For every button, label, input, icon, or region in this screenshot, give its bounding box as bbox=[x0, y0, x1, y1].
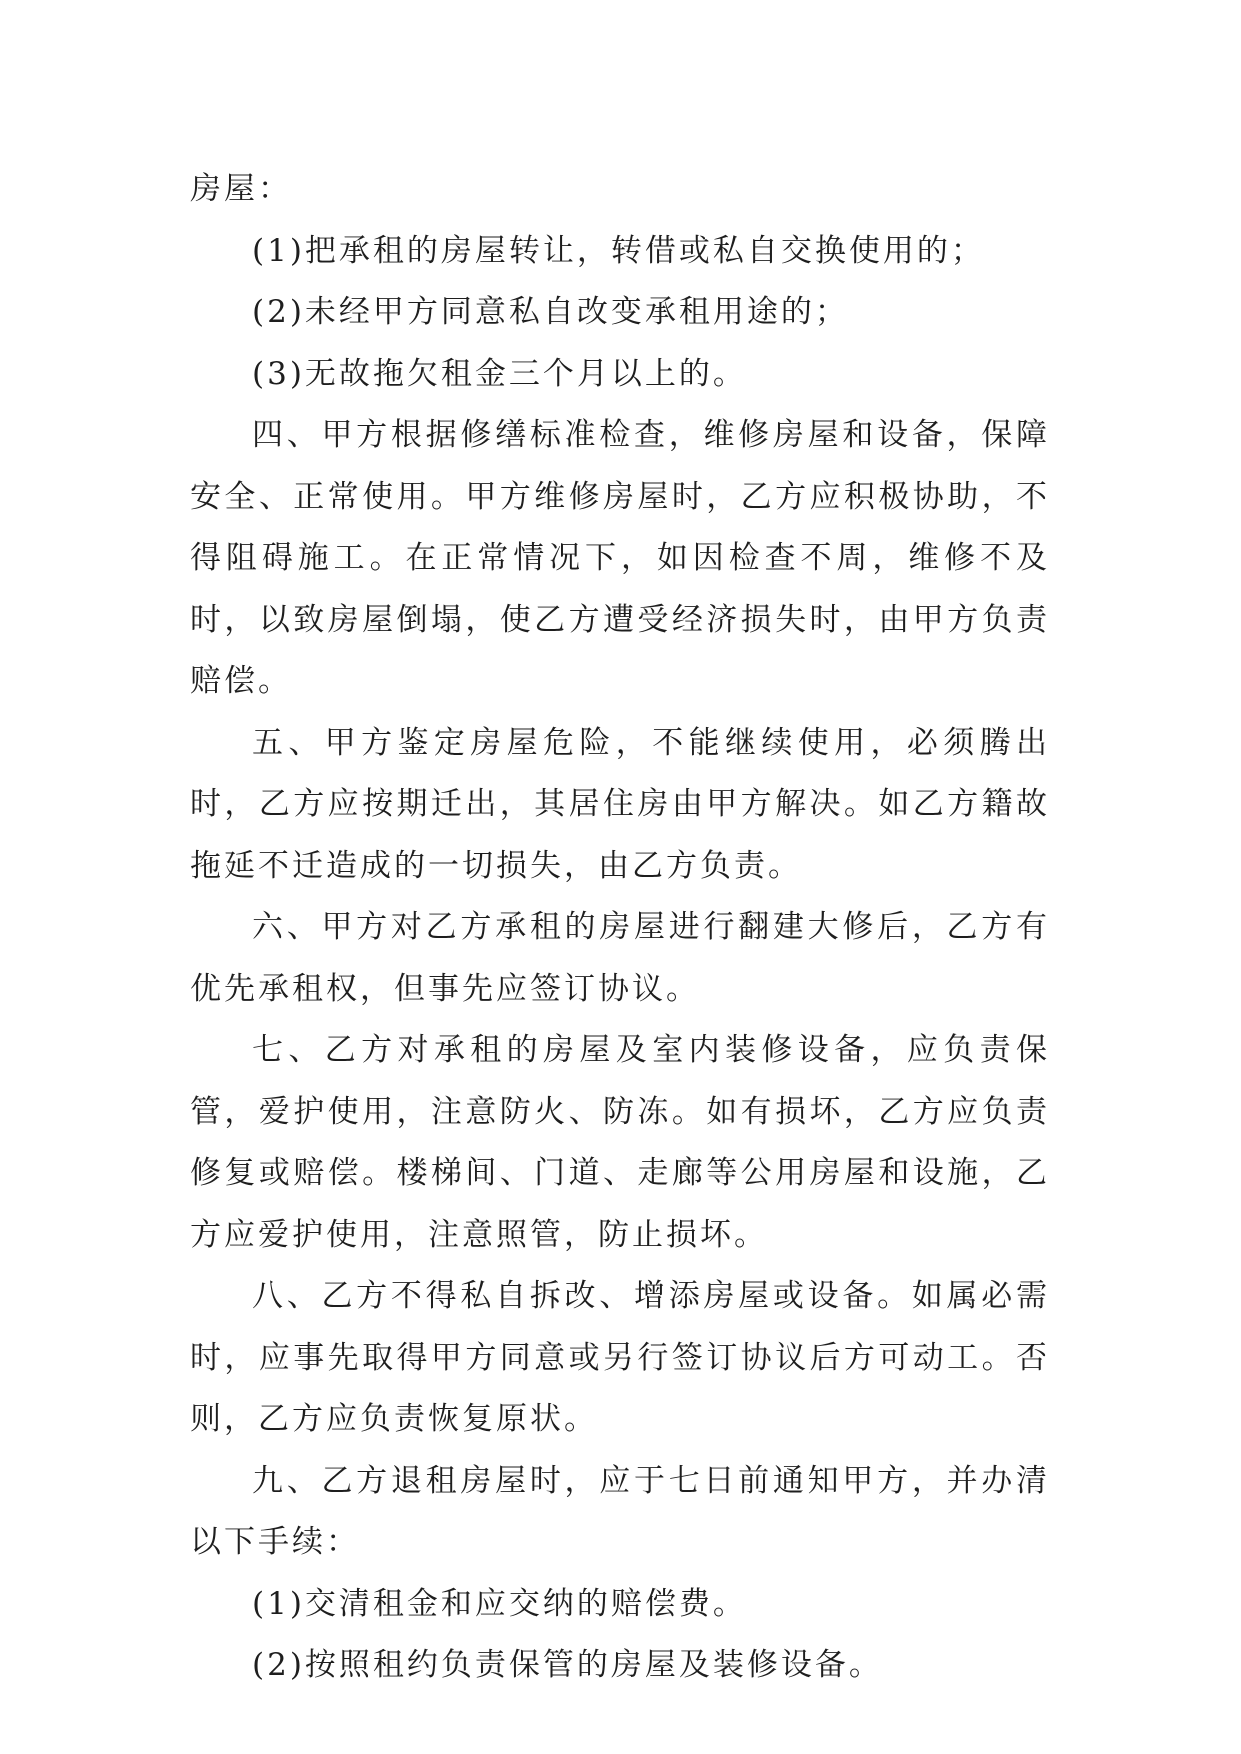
paragraph-clause-8: 八、乙方不得私自拆改、增添房屋或设备。如属必需时，应事先取得甲方同意或另行签订协议后方可动工。否则，乙方应负责恢复原状。 bbox=[190, 1278, 1050, 1437]
paragraph-clause-9-item-2: (2)按照租约负责保管的房屋及装修设备。 bbox=[252, 1647, 883, 1683]
paragraph-clause-6: 六、甲方对乙方承租的房屋进行翻建大修后，乙方有优先承租权，但事先应签订协议。 bbox=[190, 909, 1050, 1007]
paragraph-continuation: 房屋： bbox=[190, 171, 292, 207]
paragraph-clause-3-item-2: (2)未经甲方同意私自改变承租用途的； bbox=[252, 294, 849, 330]
paragraph-clause-4: 四、甲方根据修缮标准检查，维修房屋和设备，保障安全、正常使用。甲方维修房屋时，乙方应积极协助，不得阻碍施工。在正常情况下，如因检查不周，维修不及时，以致房屋倒塌，使乙方遭受经济损失时，由甲方负责赔偿。 bbox=[190, 417, 1050, 699]
paragraph-clause-9-item-1: (1)交清租金和应交纳的赔偿费。 bbox=[252, 1585, 747, 1622]
paragraph-clause-7: 七、乙方对承租的房屋及室内装修设备，应负责保管，爱护使用，注意防火、防冻。如有损坏，乙方应负责修复或赔偿。楼梯间、门道、走廊等公用房屋和设施，乙方应爱护使用，注意照管，防止损坏。 bbox=[190, 1032, 1050, 1253]
document-body bbox=[190, 159, 1050, 1697]
paragraph-clause-3-item-1: (1)把承租的房屋转让，转借或私自交换使用的； bbox=[252, 232, 985, 269]
paragraph-clause-3-item-3: (3)无故拖欠租金三个月以上的。 bbox=[252, 355, 747, 392]
paragraph-clause-9: 九、乙方退租房屋时，应于七日前通知甲方，并办清以下手续： bbox=[190, 1462, 1050, 1560]
paragraph-clause-5: 五、甲方鉴定房屋危险，不能继续使用，必须腾出时，乙方应按期迁出，其居住房由甲方解决。如乙方籍故拖延不迁造成的一切损失，由乙方负责。 bbox=[190, 724, 1050, 884]
